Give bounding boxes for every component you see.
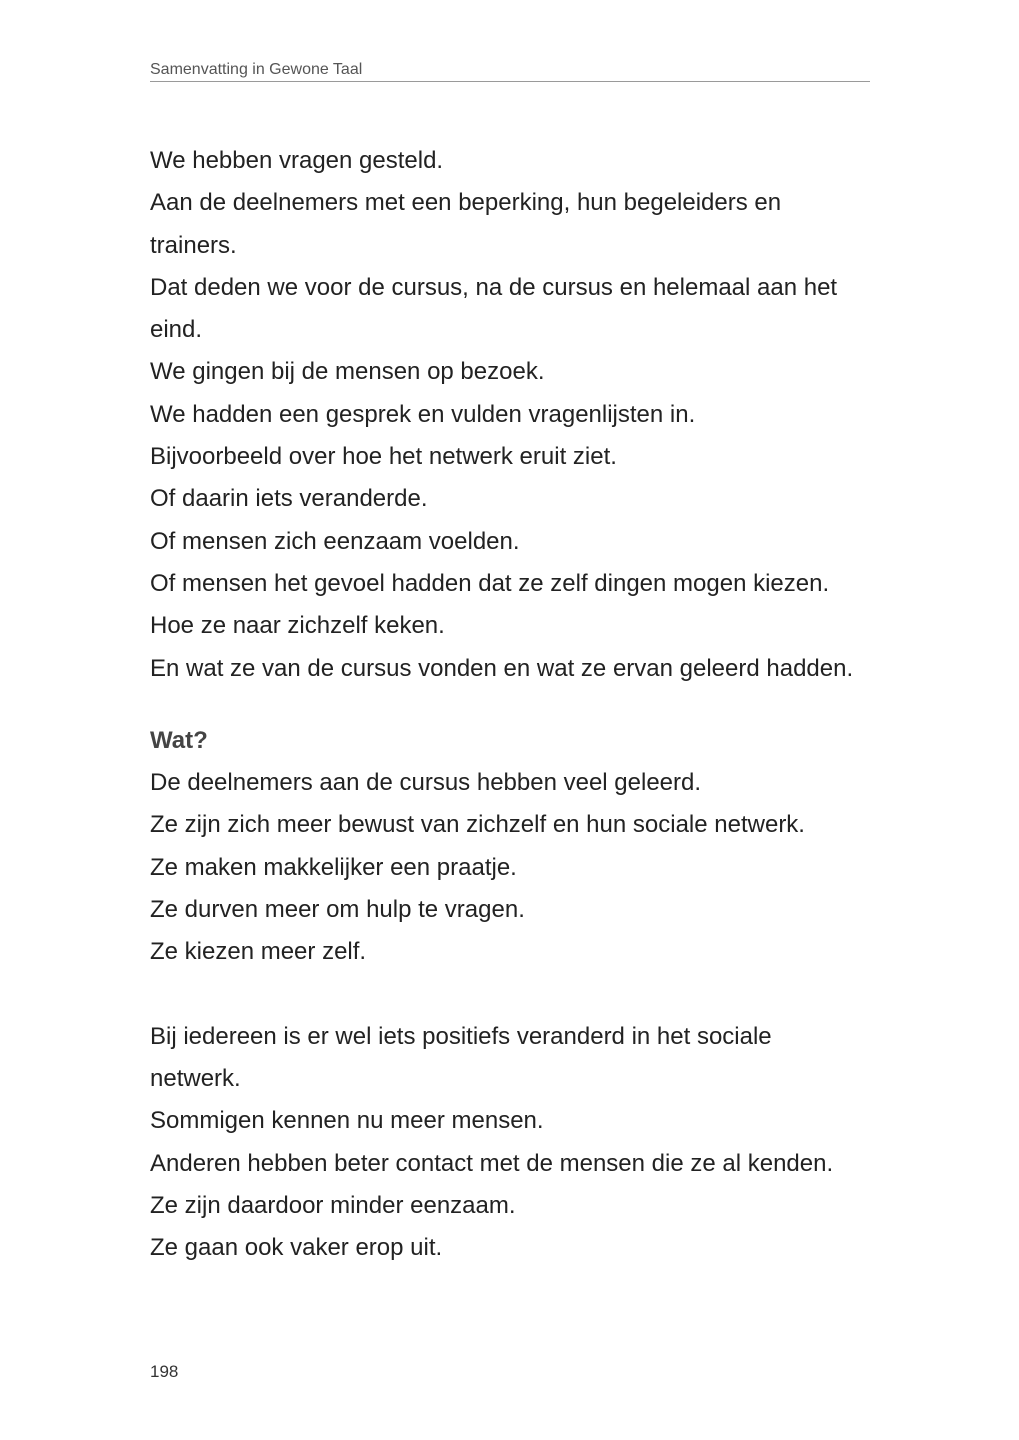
text-line: Ze maken makkelijker een praatje. (150, 853, 517, 881)
text-line: netwerk. (150, 1064, 241, 1092)
text-line: Sommigen kennen nu meer mensen. (150, 1107, 544, 1135)
text-line: Of daarin iets veranderde. (150, 485, 428, 513)
page-body (150, 140, 870, 1269)
text-line: De deelnemers aan de cursus hebben veel geleerd. (150, 769, 702, 797)
text-line: Ze gaan ook vaker erop uit. (150, 1234, 443, 1262)
text-line: Dat deden we voor de cursus, na de cursus en helemaal aan het (150, 273, 838, 301)
paragraph-network-changes (150, 1016, 870, 1270)
section-heading: Wat? (150, 726, 208, 754)
text-line: Ze durven meer om hulp te vragen. (150, 896, 525, 924)
text-line: eind. (150, 316, 203, 344)
text-line: Ze kiezen meer zelf. (150, 938, 367, 966)
running-header-title: Samenvatting in Gewone Taal (150, 61, 363, 78)
text-line: Bij iedereen is er wel iets positiefs veranderd in het sociale (150, 1022, 772, 1050)
text-line: We hadden een gesprek en vulden vragenlijsten in. (150, 400, 696, 428)
running-header (150, 60, 870, 82)
paragraph-methods (150, 140, 870, 690)
text-line: En wat ze van de cursus vonden en wat ze ervan geleerd hadden. (150, 654, 854, 682)
text-line: trainers. (150, 231, 237, 259)
text-line: Of mensen zich eenzaam voelden. (150, 527, 520, 555)
text-line: Ze zijn zich meer bewust van zichzelf en hun sociale netwerk. (150, 811, 805, 839)
text-line: Anderen hebben beter contact met de mensen die ze al kenden. (150, 1149, 834, 1177)
text-line: We hebben vragen gesteld. (150, 147, 444, 174)
text-line: Bijvoorbeeld over hoe het netwerk eruit ziet. (150, 443, 617, 471)
text-line: We gingen bij de mensen op bezoek. (150, 358, 545, 386)
page-number: 198 (150, 1362, 179, 1381)
section-wat (150, 720, 870, 974)
text-line: Ze zijn daardoor minder eenzaam. (150, 1191, 516, 1219)
text-line: Of mensen het gevoel hadden dat ze zelf dingen mogen kiezen. (150, 569, 830, 597)
text-line: Hoe ze naar zichzelf keken. (150, 612, 445, 640)
text-line: Aan de deelnemers met een beperking, hun begeleiders en (150, 189, 782, 217)
